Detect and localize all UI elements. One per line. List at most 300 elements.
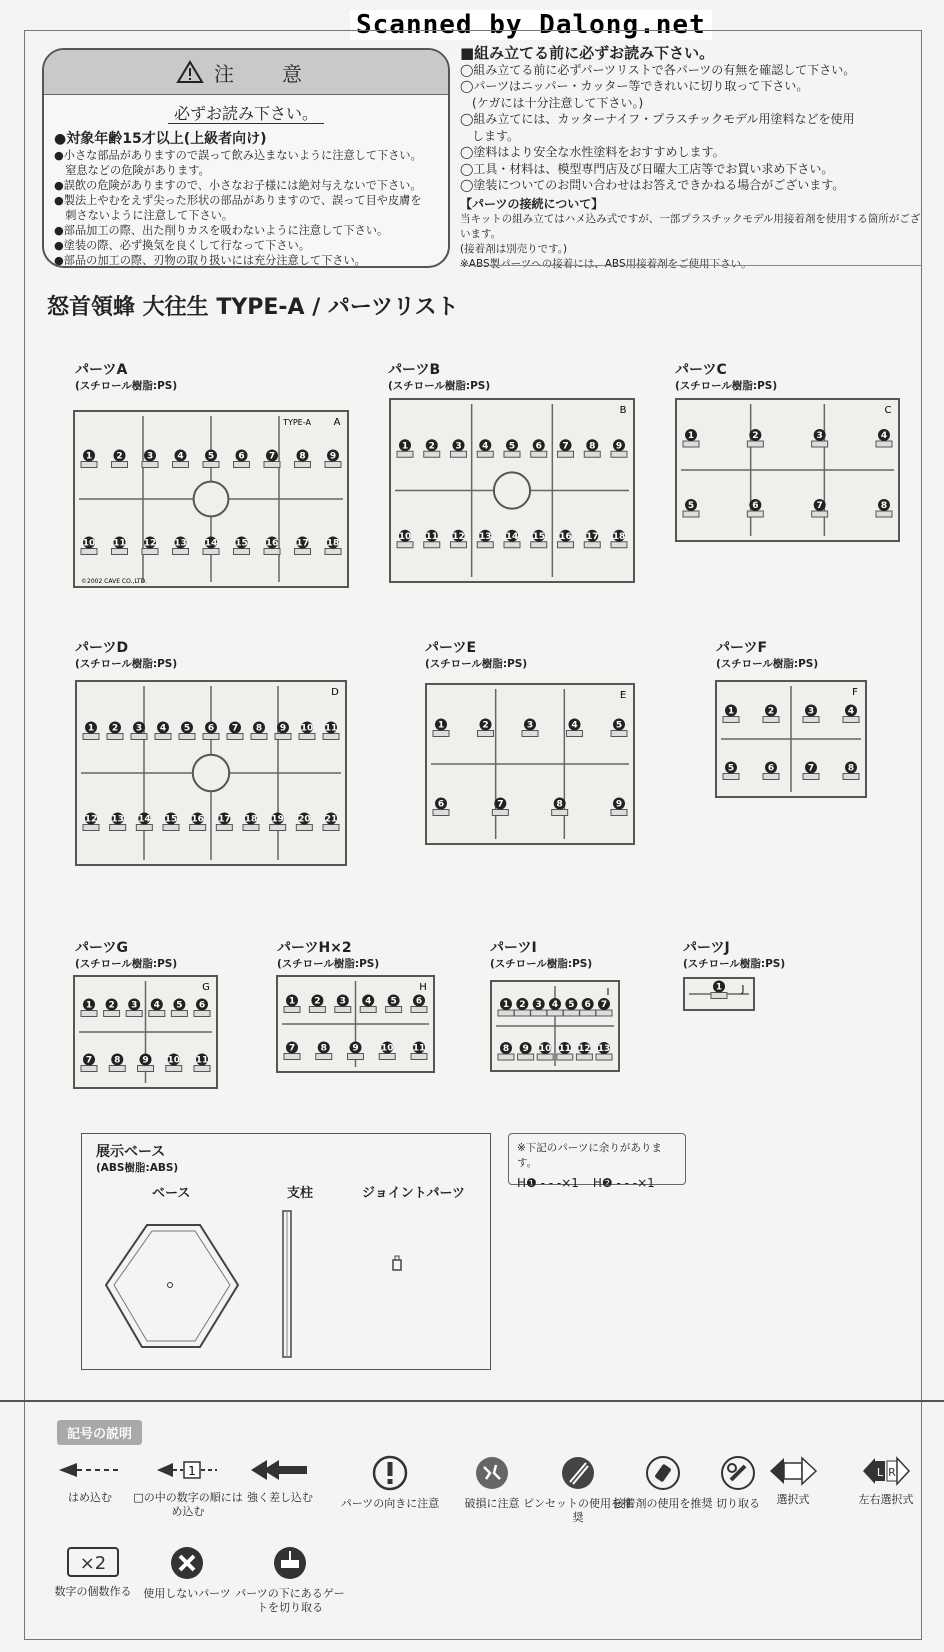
part-number: 14 xyxy=(138,814,151,825)
sprue-part xyxy=(424,542,440,548)
part-number: 9 xyxy=(329,451,337,462)
part-number: 17 xyxy=(296,538,309,549)
part-number: 5 xyxy=(207,451,215,462)
pillar-drawing xyxy=(272,1209,302,1359)
gate-cut-icon xyxy=(272,1545,308,1581)
cut-icon xyxy=(720,1455,756,1491)
part-number: 2 xyxy=(108,1000,115,1011)
break-icon xyxy=(474,1455,510,1491)
arrow-numbered-icon xyxy=(153,1455,223,1485)
sprue-part xyxy=(558,542,574,548)
parts-material: (スチロール樹脂:PS) xyxy=(75,958,178,970)
part-number: 15 xyxy=(164,814,178,825)
sprue-part xyxy=(171,1011,187,1017)
symbols-title: 記号の説明 xyxy=(57,1420,142,1445)
part-number: 14 xyxy=(505,531,519,542)
sprue-h xyxy=(276,975,435,1073)
symbol-item xyxy=(753,1455,833,1507)
symbol-label: □の中の数字の順にはめ込む xyxy=(133,1491,243,1518)
sprue-g xyxy=(73,975,218,1089)
sprue-part xyxy=(194,1011,210,1017)
sprue-letter: C xyxy=(884,405,892,416)
unused-icon xyxy=(169,1545,205,1581)
sprue-part xyxy=(397,451,413,457)
sprue-part xyxy=(504,451,520,457)
spare-parts-note xyxy=(508,1133,686,1190)
sprue-part xyxy=(190,825,206,831)
parts-label: パーツI xyxy=(490,940,537,956)
display-base-title: 展示ベース xyxy=(96,1144,166,1160)
part-number: 13 xyxy=(478,531,492,542)
part-number: 9 xyxy=(522,1044,529,1054)
parts-material: (スチロール樹脂:PS) xyxy=(716,658,819,670)
part-number: 17 xyxy=(585,531,599,542)
symbol-label: 数字の個数作る xyxy=(54,1585,132,1598)
sprue-part xyxy=(547,1010,563,1016)
sprue-part xyxy=(522,731,538,737)
part-number: 1 xyxy=(727,706,735,717)
part-number: 7 xyxy=(288,1043,296,1054)
part-number: 1 xyxy=(715,982,723,993)
sprue-part xyxy=(163,825,179,831)
sprue-part xyxy=(557,1054,573,1060)
part-number: 6 xyxy=(752,501,759,511)
caution-item: ●部品加工の際、出た削りカスを吸わないように注意して下さい。 xyxy=(54,224,389,237)
instruction-line: します。 xyxy=(460,128,520,143)
sprue-part xyxy=(107,734,123,740)
arrow-dashed-icon xyxy=(55,1455,125,1485)
sprue-part xyxy=(126,1011,142,1017)
part-number: 15 xyxy=(235,538,248,549)
caution-item: 刺さないように注意して下さい。 xyxy=(54,209,234,222)
sprue-part xyxy=(142,549,158,555)
sprue-ring xyxy=(194,482,229,517)
must-read: 必ずお読み下さい。 xyxy=(168,104,324,124)
parts-material: (スチロール樹脂:PS) xyxy=(388,380,491,392)
part-number: 5 xyxy=(687,501,695,511)
exclamation-icon xyxy=(372,1455,408,1491)
part-number: 2 xyxy=(519,1000,526,1010)
sprue-type-tag: TYPE-A xyxy=(283,418,311,427)
part-number: 19 xyxy=(271,814,284,825)
part-number: 6 xyxy=(415,996,423,1007)
part-number: 3 xyxy=(146,451,154,462)
symbol-label: 強く差し込む xyxy=(247,1491,313,1504)
part-number: 10 xyxy=(380,1043,394,1054)
parts-b-heading xyxy=(388,362,490,393)
symbol-label: 破損に注意 xyxy=(464,1497,520,1510)
part-number: 4 xyxy=(153,1000,160,1011)
sprue-part xyxy=(275,734,291,740)
sprue-part xyxy=(411,1007,427,1013)
symbol-label: 使用しないパーツ xyxy=(143,1587,231,1600)
part-number: 13 xyxy=(111,814,124,825)
sprue-drawing xyxy=(75,412,347,586)
base-drawing xyxy=(102,1219,242,1354)
part-number: 3 xyxy=(807,706,815,717)
sprue-part xyxy=(104,1011,120,1017)
watermark: Scanned by Dalong.net xyxy=(350,10,712,40)
parts-label: パーツH×2 xyxy=(277,940,352,956)
sprue-part xyxy=(270,825,286,831)
parts-label: パーツC xyxy=(675,362,727,378)
display-base-material: (ABS樹脂:ABS) xyxy=(96,1162,179,1174)
sprue-part xyxy=(843,774,859,780)
sprue-part xyxy=(295,549,311,555)
sprue-part xyxy=(112,549,128,555)
parts-f-heading xyxy=(716,640,818,671)
sprue-part xyxy=(518,1054,534,1060)
instruction-line: ◯塗装についてのお問い合わせはお答えできかねる場合がございます。 xyxy=(460,178,845,192)
part-number: 11 xyxy=(113,538,126,549)
part-number: 2 xyxy=(767,706,775,717)
sprue-part xyxy=(812,441,828,447)
sprue-part xyxy=(203,462,219,468)
part-number: 5 xyxy=(727,763,735,774)
caution-item: ●部品の加工の際、刃物の取り扱いには充分注意して下さい。 xyxy=(54,254,366,267)
part-number: 12 xyxy=(143,538,157,549)
sprue-part xyxy=(309,1007,325,1013)
sprue-part xyxy=(711,993,727,999)
parts-i-heading xyxy=(490,940,592,971)
part-number: 5 xyxy=(568,1000,575,1010)
instruction-line: (ケガには十分注意して下さい。) xyxy=(460,95,644,110)
lr-select-icon xyxy=(861,1455,911,1487)
sprue-f xyxy=(715,680,867,798)
sprue-part xyxy=(411,1054,427,1060)
sprue-part xyxy=(243,825,259,831)
part-number: 4 xyxy=(365,996,372,1007)
pillar-label: 支柱 xyxy=(287,1186,314,1201)
sprue-part xyxy=(537,1054,553,1060)
sprue-part xyxy=(747,441,763,447)
sprue-drawing xyxy=(492,982,618,1070)
sprue-part xyxy=(451,542,467,548)
part-number: 8 xyxy=(320,1043,327,1054)
sprue-letter: H xyxy=(419,982,427,993)
sprue-part xyxy=(386,1007,402,1013)
sprue-letter: I xyxy=(606,987,610,998)
part-number: 9 xyxy=(615,799,623,810)
instruction-line: ◯組み立てには、カッターナイフ・プラスチックモデル用塗料などを使用 xyxy=(460,112,855,126)
caution-list xyxy=(54,130,448,268)
select-icon xyxy=(768,1455,818,1487)
part-number: 8 xyxy=(502,1044,510,1054)
spare-note-title: ※下記のパーツに余りがあります。 xyxy=(517,1142,662,1169)
double-arrow-icon xyxy=(245,1455,315,1485)
parts-g-heading xyxy=(75,940,177,971)
sprue-part xyxy=(194,1066,210,1072)
sprue-part xyxy=(323,825,339,831)
part-number: 17 xyxy=(218,814,231,825)
sprue-part xyxy=(227,734,243,740)
part-number: 7 xyxy=(562,441,569,452)
part-number: 3 xyxy=(131,1000,138,1011)
sprue-part xyxy=(234,462,250,468)
sprue-part xyxy=(611,731,627,737)
caution-title: 注 意 xyxy=(214,61,316,86)
part-number: 1 xyxy=(687,431,695,441)
sprue-part xyxy=(379,1054,395,1060)
caution-item: 窒息などの危険があります。 xyxy=(54,164,210,177)
part-number: 7 xyxy=(807,763,815,774)
symbol-label: パーツの向きに注意 xyxy=(340,1497,440,1510)
part-number: 11 xyxy=(425,531,439,542)
sprue-part xyxy=(747,511,763,517)
sprue-part xyxy=(812,511,828,517)
part-number: 10 xyxy=(538,1044,552,1054)
badge-number: 1 xyxy=(188,1464,196,1478)
part-number: 8 xyxy=(114,1055,121,1066)
part-number: 7 xyxy=(497,799,504,810)
sprue-letter: F xyxy=(852,687,858,698)
sprue-ring xyxy=(193,755,229,791)
joint-drawing xyxy=(387,1254,407,1274)
symbol-item xyxy=(230,1545,350,1615)
instruction-line: ◯塗料はより安全な水性塗料をおすすめします。 xyxy=(460,145,725,159)
sprue-part xyxy=(433,731,449,737)
part-number: 5 xyxy=(176,1000,183,1011)
sprue-part xyxy=(264,549,280,555)
sprue-part xyxy=(203,549,219,555)
sprue-part xyxy=(531,1010,547,1016)
part-number: 5 xyxy=(508,441,516,452)
parts-label: パーツG xyxy=(75,940,128,956)
symbols-divider xyxy=(0,1400,944,1402)
part-number: 8 xyxy=(556,799,563,810)
parts-label: パーツF xyxy=(716,640,768,656)
part-number: 3 xyxy=(339,996,346,1007)
parts-label: パーツA xyxy=(75,362,128,378)
sprue-part xyxy=(264,462,280,468)
part-number: 18 xyxy=(326,538,340,549)
instructions-heading: ■組み立てる前に必ずお読み下さい。 xyxy=(460,44,715,62)
symbol-item xyxy=(846,1455,926,1507)
sprue-part xyxy=(397,542,413,548)
sprue-drawing xyxy=(685,979,753,1009)
display-base-box xyxy=(81,1133,491,1370)
part-number: 2 xyxy=(752,431,759,441)
connection-note: ※ABS製パーツへの接着には、ABS用接着剤をご使用下さい。 xyxy=(460,258,752,270)
part-number: 5 xyxy=(390,996,397,1007)
part-number: 2 xyxy=(428,441,435,452)
parts-material: (スチロール樹脂:PS) xyxy=(75,380,178,392)
sprue-part xyxy=(567,731,583,737)
sprue-part xyxy=(514,1010,530,1016)
x2-icon xyxy=(65,1545,121,1579)
part-number: 11 xyxy=(558,1044,572,1054)
part-number: 8 xyxy=(299,451,306,462)
part-number: 1 xyxy=(502,1000,510,1010)
part-number: 6 xyxy=(767,763,775,774)
parts-label: パーツJ xyxy=(683,940,730,956)
part-number: 7 xyxy=(268,451,276,462)
sprue-part xyxy=(563,1010,579,1016)
sprue-part xyxy=(149,1011,165,1017)
sprue-part xyxy=(325,549,341,555)
sprue-part xyxy=(876,511,892,517)
sprue-part xyxy=(584,542,600,548)
part-number: 15 xyxy=(532,531,546,542)
part-number: 13 xyxy=(174,538,187,549)
sprue-part xyxy=(131,734,147,740)
symbol-item xyxy=(127,1545,247,1601)
sprue-part xyxy=(576,1054,592,1060)
part-number: 3 xyxy=(455,441,462,452)
symbol-label: 切り取る xyxy=(716,1497,760,1510)
part-number: 2 xyxy=(482,720,489,731)
part-number: 10 xyxy=(82,538,96,549)
sprue-part xyxy=(284,1054,300,1060)
caution-item: ●誤飲の危険がありますので、小さなお子様には絶対与えないで下さい。 xyxy=(54,179,422,192)
sprue-part xyxy=(295,462,311,468)
sprue-part xyxy=(552,810,568,816)
sprue-b xyxy=(389,398,635,583)
part-number: 5 xyxy=(183,723,191,734)
sprue-part xyxy=(138,1066,154,1072)
parts-material: (スチロール樹脂:PS) xyxy=(683,958,786,970)
divider xyxy=(460,265,922,266)
part-number: 7 xyxy=(85,1055,93,1066)
sprue-part xyxy=(424,451,440,457)
sprue-ring xyxy=(494,472,530,508)
sprue-part xyxy=(876,441,892,447)
parts-material: (スチロール樹脂:PS) xyxy=(490,958,593,970)
sprue-part xyxy=(234,549,250,555)
sprue-part xyxy=(558,451,574,457)
part-number: 8 xyxy=(847,763,855,774)
sprue-e xyxy=(425,683,635,845)
part-number: 2 xyxy=(116,451,123,462)
symbol-label: 選択式 xyxy=(776,1493,810,1506)
connection-note: 当キットの組み立てはハメ込み式ですが、一部プラスチックモデル用接着剤を使用する箇所がございます。 xyxy=(460,213,921,240)
svg-text:R: R xyxy=(888,1466,896,1479)
symbol-item xyxy=(220,1455,340,1505)
caution-item: ●製法上やむをえず尖った形状の部品がありますので、誤って目や皮膚を xyxy=(54,194,422,207)
sprue-part xyxy=(477,451,493,457)
sprue-part xyxy=(683,511,699,517)
sprue-part xyxy=(478,731,494,737)
part-number: 11 xyxy=(412,1043,426,1054)
sprue-letter: B xyxy=(619,405,627,416)
sprue-part xyxy=(216,825,232,831)
part-number: 10 xyxy=(300,723,314,734)
sprue-part xyxy=(335,1007,351,1013)
sprue-part xyxy=(142,462,158,468)
part-number: 4 xyxy=(571,720,578,731)
part-number: 1 xyxy=(85,451,93,462)
part-number: 5 xyxy=(615,720,623,731)
part-number: 6 xyxy=(535,441,542,452)
part-number: 4 xyxy=(551,1000,559,1010)
part-number: 4 xyxy=(482,441,489,452)
spare-note-line: H❷ - - -×1 xyxy=(592,1176,655,1190)
part-number: 7 xyxy=(231,723,239,734)
sprue-part xyxy=(596,1054,612,1060)
tweezers-icon xyxy=(560,1455,596,1491)
sprue-part xyxy=(299,734,315,740)
part-number: 8 xyxy=(880,501,888,511)
part-number: 3 xyxy=(526,720,534,731)
part-number: 6 xyxy=(207,723,215,734)
part-number: 11 xyxy=(195,1055,209,1066)
part-number: 3 xyxy=(535,1000,542,1010)
sprue-part xyxy=(584,451,600,457)
part-number: 12 xyxy=(578,1044,591,1054)
caution-item: ●小さな部品がありますので誤って飲み込まないように注意して下さい。 xyxy=(54,149,422,162)
part-number: 12 xyxy=(452,531,465,542)
part-number: 16 xyxy=(559,531,572,542)
part-number: 12 xyxy=(84,814,98,825)
sprue-part xyxy=(81,1011,97,1017)
sprue-part xyxy=(348,1054,364,1060)
part-number: 4 xyxy=(847,706,855,717)
part-number: 16 xyxy=(265,538,279,549)
sprue-part xyxy=(492,810,508,816)
sprue-part xyxy=(763,774,779,780)
part-number: 6 xyxy=(584,1000,591,1010)
part-number: 13 xyxy=(597,1044,611,1054)
parts-material: (スチロール樹脂:PS) xyxy=(75,658,178,670)
parts-material: (スチロール樹脂:PS) xyxy=(425,658,528,670)
sprue-part xyxy=(723,774,739,780)
part-number: 18 xyxy=(244,814,258,825)
parts-d-heading xyxy=(75,640,177,671)
part-number: 2 xyxy=(314,996,321,1007)
sprue-part xyxy=(110,825,126,831)
sprue-part xyxy=(325,462,341,468)
parts-a-heading xyxy=(75,362,177,393)
sprue-letter: D xyxy=(331,687,339,698)
symbol-label: 左右選択式 xyxy=(858,1493,914,1506)
part-number: 9 xyxy=(615,441,623,452)
caution-item: ●対象年齢15才以上(上級者向け) xyxy=(54,131,267,147)
part-number: 4 xyxy=(880,431,888,441)
part-number: 21 xyxy=(324,814,338,825)
symbol-label: 接着剤の使用を推奨 xyxy=(613,1497,713,1510)
part-number: 7 xyxy=(600,1000,608,1010)
sprue-part xyxy=(498,1010,514,1016)
sprue-part xyxy=(136,825,152,831)
sprue-i xyxy=(490,980,620,1072)
part-number: 2 xyxy=(111,723,119,734)
sprue-drawing xyxy=(677,400,898,540)
part-number: 1 xyxy=(437,720,445,731)
parts-c-heading xyxy=(675,362,777,393)
sprue-part xyxy=(683,441,699,447)
part-number: 1 xyxy=(85,1000,93,1011)
part-number: 1 xyxy=(401,441,409,452)
part-number: 8 xyxy=(255,723,263,734)
sprue-part xyxy=(477,542,493,548)
part-number: 4 xyxy=(177,451,184,462)
sprue-part xyxy=(531,451,547,457)
sprue-part xyxy=(109,1066,125,1072)
parts-h-heading xyxy=(277,940,379,971)
sprue-part xyxy=(323,734,339,740)
connection-note: (接着剤は別売りです。) xyxy=(460,243,568,255)
part-number: 3 xyxy=(135,723,143,734)
sprue-drawing xyxy=(427,685,633,843)
parts-label: パーツE xyxy=(425,640,477,656)
sprue-part xyxy=(112,462,128,468)
part-number: 3 xyxy=(816,431,823,441)
sprue-part xyxy=(803,717,819,723)
sprue-part xyxy=(843,717,859,723)
sprue-part xyxy=(173,462,189,468)
base-label: ベース xyxy=(152,1186,191,1201)
part-number: 18 xyxy=(612,531,626,542)
